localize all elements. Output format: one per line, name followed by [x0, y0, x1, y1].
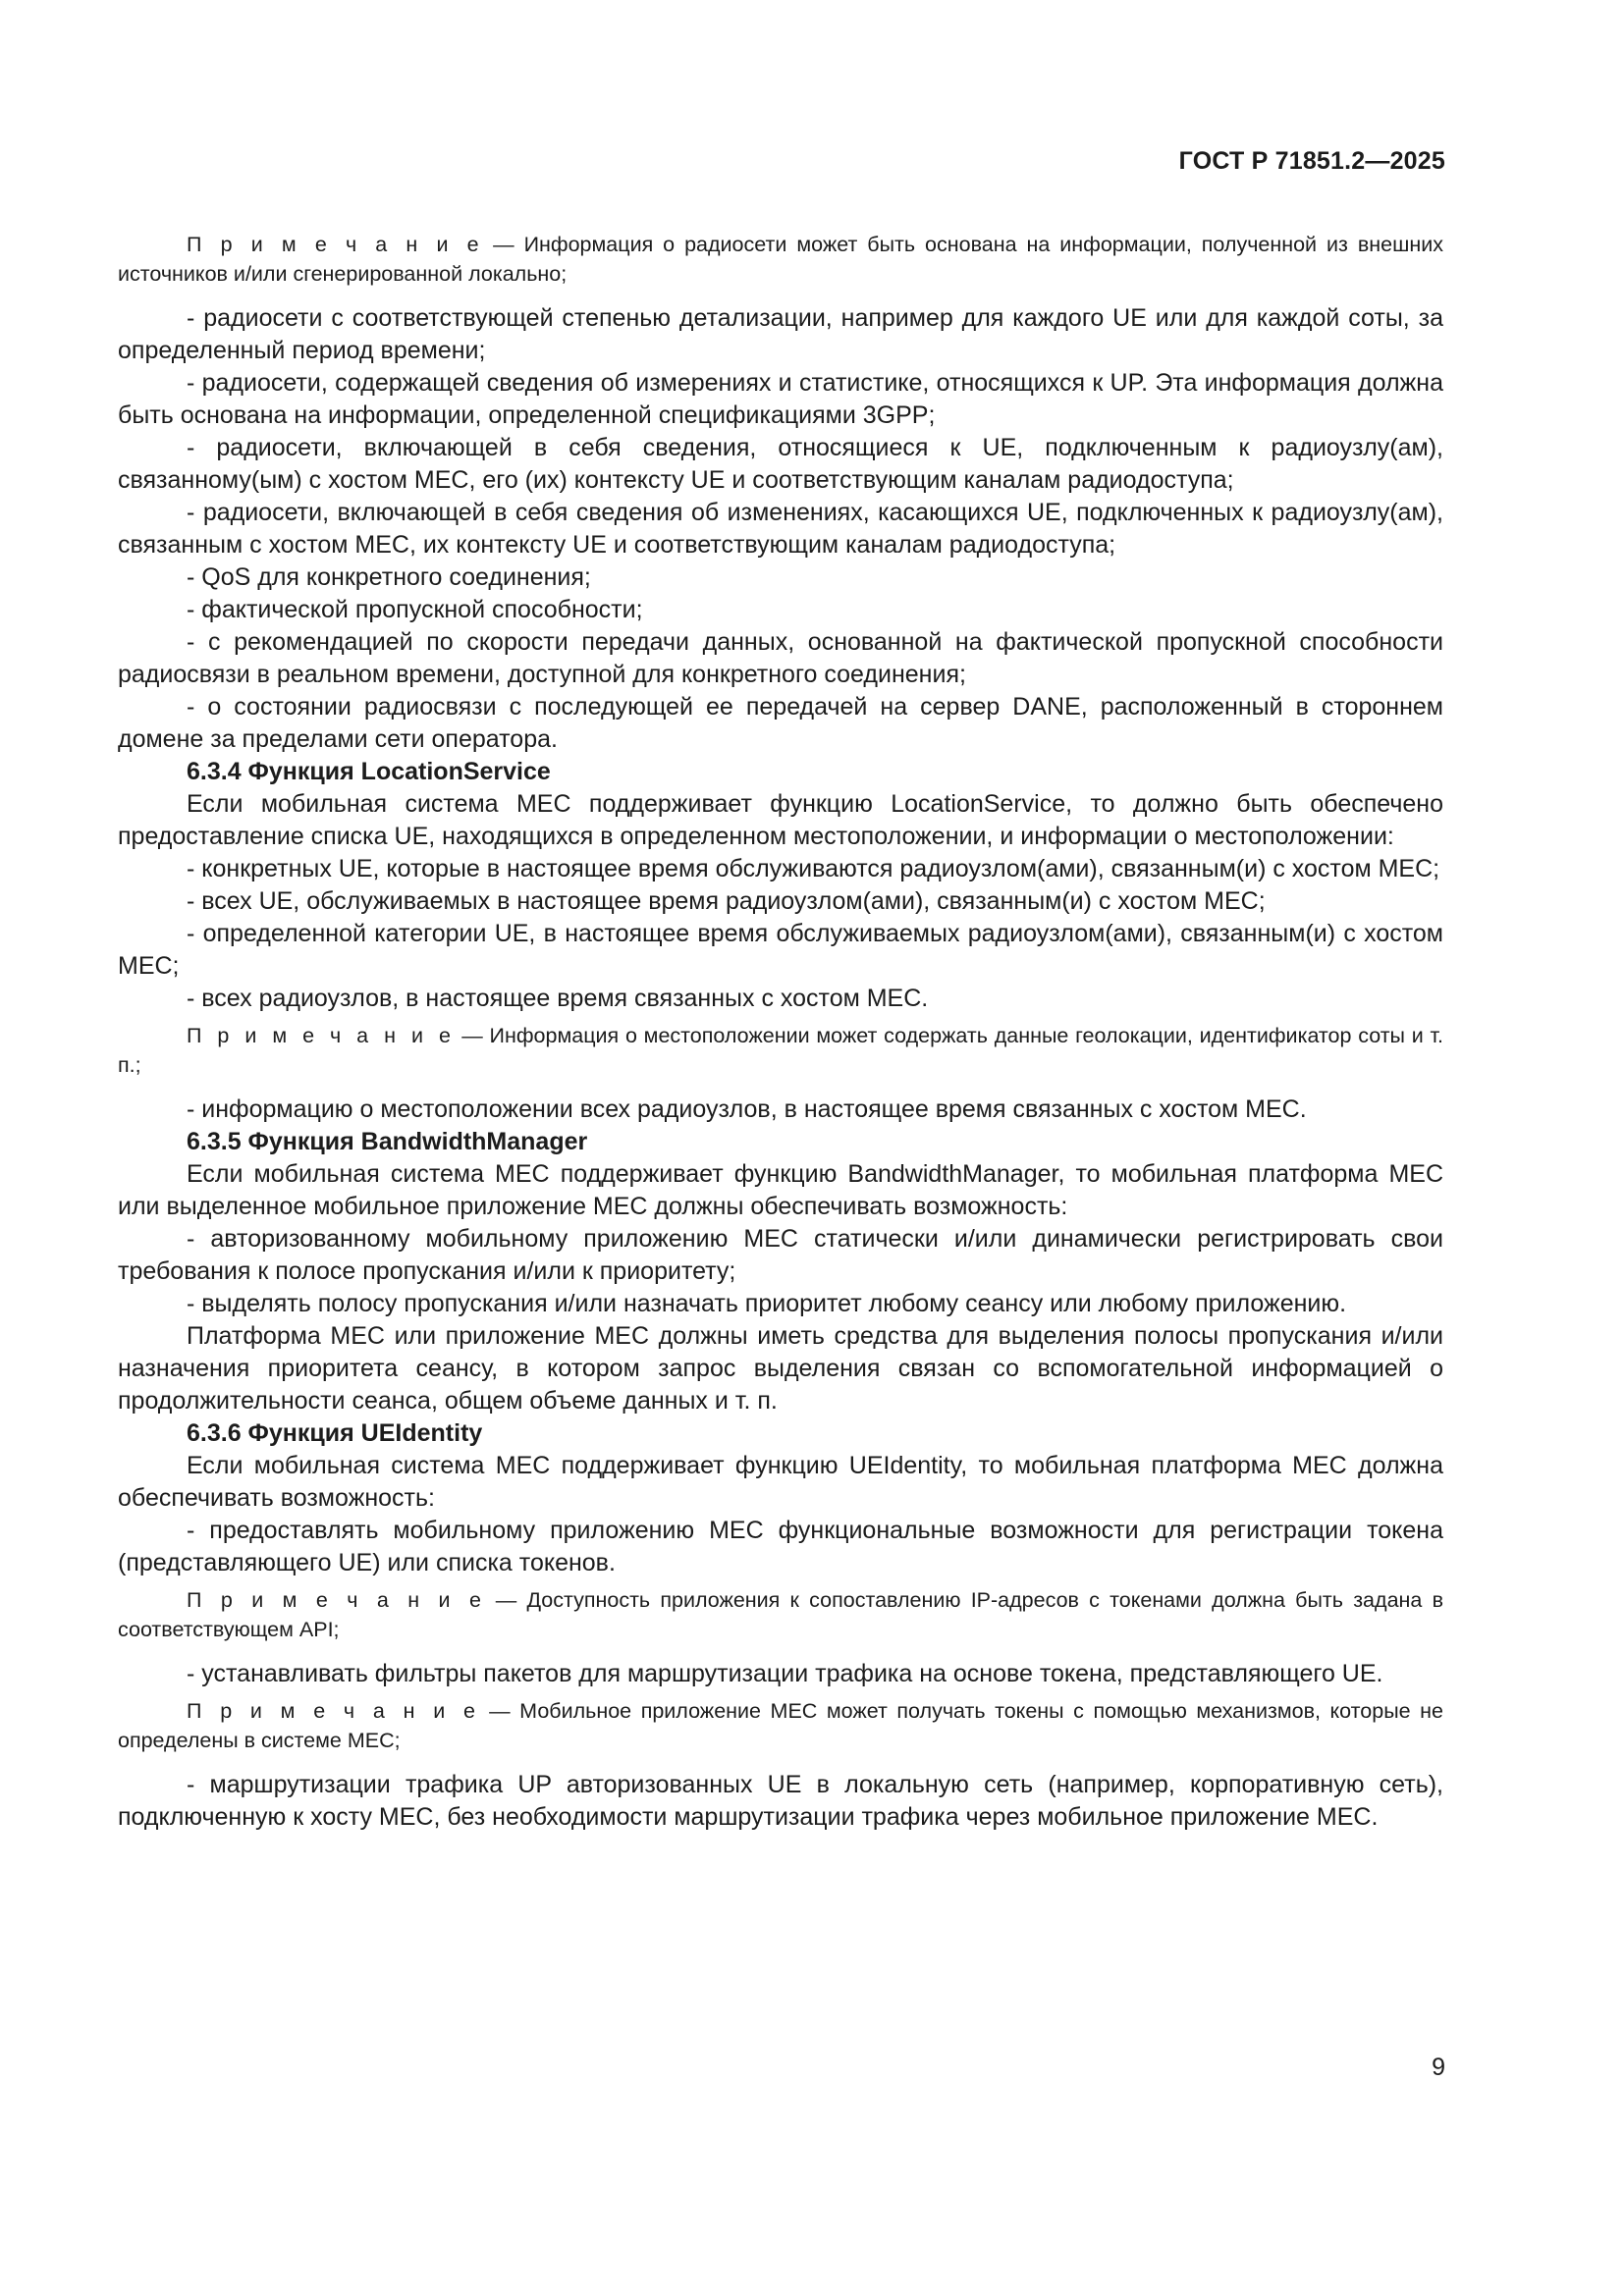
- note-text: — Информация о местоположении может содержать данные геолокации, идентификатор соты и т. п.;: [118, 1024, 1443, 1077]
- list-item: - радиосети, включающей в себя сведения, относящиеся к UE, подключенным к радиоузлу(ам), связанному(ым) с хостом MEC, его (их) контексту UE и соответствующим каналам радиодоступа;: [118, 434, 1443, 494]
- note-text: — Мобильное приложение MEC может получать токены с помощью механизмов, которые не определены в системе MEC;: [118, 1699, 1443, 1752]
- list-item: - QoS для конкретного соединения;: [187, 563, 591, 591]
- note-label: П р и м е ч а н и е: [187, 1699, 480, 1723]
- note-text: — Доступность приложения к сопоставлению IP-адресов с токенами должна быть задана в соответствующем API;: [118, 1588, 1443, 1641]
- list-item: - радиосети с соответствующей степенью детализации, например для каждого UE или для каждой соты, за определенный период времени;: [118, 304, 1443, 364]
- document-body: [118, 224, 1443, 1834]
- paragraph: Если мобильная система MEC поддерживает функцию LocationService, то должно быть обеспечено предоставление списка UE, находящихся в определенном местоположении, и информации о местоположении:: [118, 790, 1443, 850]
- note-label: П р и м е ч а н и е: [187, 1024, 456, 1047]
- list-item: - предоставлять мобильному приложению MEC функциональные возможности для регистрации токена (представляющего UE) или списка токенов.: [118, 1517, 1443, 1576]
- list-item: - определенной категории UE, в настоящее время обслуживаемых радиоузлом(ами), связанным(и) с хостом MEC;: [118, 920, 1443, 980]
- list-item: - конкретных UE, которые в настоящее время обслуживаются радиоузлом(ами), связанным(и) с хостом MEC;: [187, 855, 1440, 882]
- list-item: - всех радиоузлов, в настоящее время связанных с хостом MEC.: [187, 985, 929, 1012]
- list-item: - устанавливать фильтры пакетов для маршрутизации трафика на основе токена, представляющего UE.: [187, 1660, 1383, 1687]
- list-item: - радиосети, содержащей сведения об измерениях и статистике, относящихся к UP. Эта информация должна быть основана на информации, определенной спецификациями 3GPP;: [118, 369, 1443, 429]
- note-paragraph: [118, 230, 1443, 289]
- document-header: ГОСТ Р 71851.2—2025: [1178, 147, 1445, 175]
- list-item: - фактической пропускной способности;: [187, 596, 643, 623]
- list-item: - авторизованному мобильному приложению MEC статически и/или динамически регистрировать свои требования к полосе пропускания и/или к приоритету;: [118, 1225, 1443, 1285]
- page-number: 9: [1432, 2054, 1445, 2081]
- section-heading-6-3-6: 6.3.6 Функция UEIdentity: [187, 1419, 483, 1447]
- paragraph: Если мобильная система MEC поддерживает функцию UEIdentity, то мобильная платформа MEC должна обеспечивать возможность:: [118, 1452, 1443, 1512]
- note-label: П р и м е ч а н и е: [187, 1588, 486, 1612]
- section-heading-6-3-5: 6.3.5 Функция BandwidthManager: [187, 1128, 588, 1155]
- list-item: - выделять полосу пропускания и/или назначать приоритет любому сеансу или любому приложению.: [187, 1290, 1347, 1317]
- list-item: - информацию о местоположении всех радиоузлов, в настоящее время связанных с хостом MEC.: [187, 1095, 1307, 1123]
- list-item: - маршрутизации трафика UP авторизованных UE в локальную сеть (например, корпоративную сеть), подключенную к хосту MEC, без необходимости маршрутизации трафика через мобильное приложение MEC.: [118, 1771, 1443, 1831]
- list-item: - всех UE, обслуживаемых в настоящее время радиоузлом(ами), связанным(и) с хостом MEC;: [187, 887, 1266, 915]
- note-paragraph: [118, 1696, 1443, 1755]
- paragraph: Если мобильная система MEC поддерживает функцию BandwidthManager, то мобильная платформа MEC или выделенное мобильное приложение MEC должны обеспечивать возможность:: [118, 1160, 1443, 1220]
- list-item: - о состоянии радиосвязи с последующей ее передачей на сервер DANE, расположенный в стороннем домене за пределами сети оператора.: [118, 693, 1443, 753]
- section-heading-6-3-4: 6.3.4 Функция LocationService: [187, 758, 551, 785]
- list-item: - с рекомендацией по скорости передачи данных, основанной на фактической пропускной способности радиосвязи в реальном времени, доступной для конкретного соединения;: [118, 628, 1443, 688]
- note-paragraph: [118, 1021, 1443, 1080]
- note-label: П р и м е ч а н и е: [187, 233, 484, 256]
- note-text: — Информация о радиосети может быть основана на информации, полученной из внешних источников и/или сгенерированной локально;: [118, 233, 1443, 286]
- paragraph: Платформа MEC или приложение MEC должны иметь средства для выделения полосы пропускания и/или назначения приоритета сеансу, в котором запрос выделения связан со вспомогательной информацией о продолжительности сеанса, общем объеме данных и т. п.: [118, 1322, 1443, 1415]
- list-item: - радиосети, включающей в себя сведения об изменениях, касающихся UE, подключенных к радиоузлу(ам), связанным с хостом MEC, их контексту UE и соответствующим каналам радиодоступа;: [118, 499, 1443, 559]
- note-paragraph: [118, 1585, 1443, 1644]
